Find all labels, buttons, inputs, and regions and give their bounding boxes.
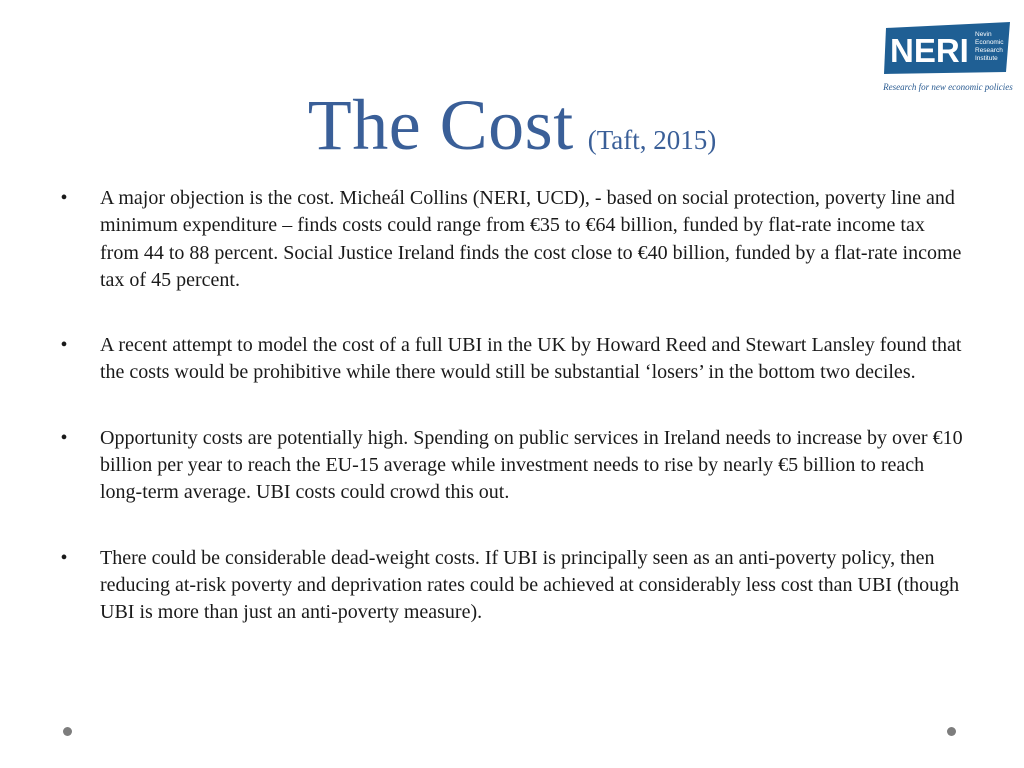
title-citation: (Taft, 2015) xyxy=(587,125,717,155)
bullet-item xyxy=(58,332,968,387)
logo-line-2: Economic xyxy=(975,39,1004,46)
bullet-text: There could be considerable dead-weight costs. If UBI is principally seen as an anti-poverty policy, then reducing at-risk poverty and deprivation rates could be achieved at considerably less cost than UBI (though UBI is more than just an anti-poverty measure). xyxy=(100,546,960,624)
bullet-marker: • xyxy=(60,546,68,569)
logo-line-1: Nevin xyxy=(975,31,992,38)
bullet-item xyxy=(58,185,968,294)
bullet-list xyxy=(58,185,968,627)
bullet-item xyxy=(58,545,968,627)
slide-title xyxy=(0,84,1024,167)
bullet-marker: • xyxy=(60,187,68,209)
title-main: The Cost xyxy=(307,85,574,165)
bullet-text: Opportunity costs are potentially high. Spending on public services in Ireland needs to increase by over €10 billion per year to reach the EU-15 average while investment needs to rise by nearly €5 billion to reach long-term average. UBI costs could crowd this out. xyxy=(100,426,963,504)
bullet-item xyxy=(58,425,968,507)
bullet-marker: • xyxy=(60,426,68,449)
logo-wordmark: NERI xyxy=(890,32,969,69)
bullet-text: A major objection is the cost. Micheál Collins (NERI, UCD), - based on social protection, poverty line and minimum expenditure – finds costs could range from €35 to €64 billion, funded by flat-rate income tax from 44 to 88 percent. Social Justice Ireland finds the cost close to €40 billion, funded by a flat-rate income tax of 45 percent. xyxy=(100,187,962,291)
neri-logo-mark xyxy=(882,20,1014,76)
corner-dot-right xyxy=(947,727,956,736)
logo-tagline: Research for new economic policies xyxy=(883,82,1013,92)
corner-dot-left xyxy=(63,727,72,736)
logo-line-4: Institute xyxy=(975,55,998,62)
bullet-text: A recent attempt to model the cost of a full UBI in the UK by Howard Reed and Stewart Lansley found that the costs would be prohibitive while there would still be substantial ‘losers’ in the bottom two deciles. xyxy=(100,334,962,384)
logo-line-3: Research xyxy=(975,47,1003,54)
bullet-marker: • xyxy=(60,334,68,357)
